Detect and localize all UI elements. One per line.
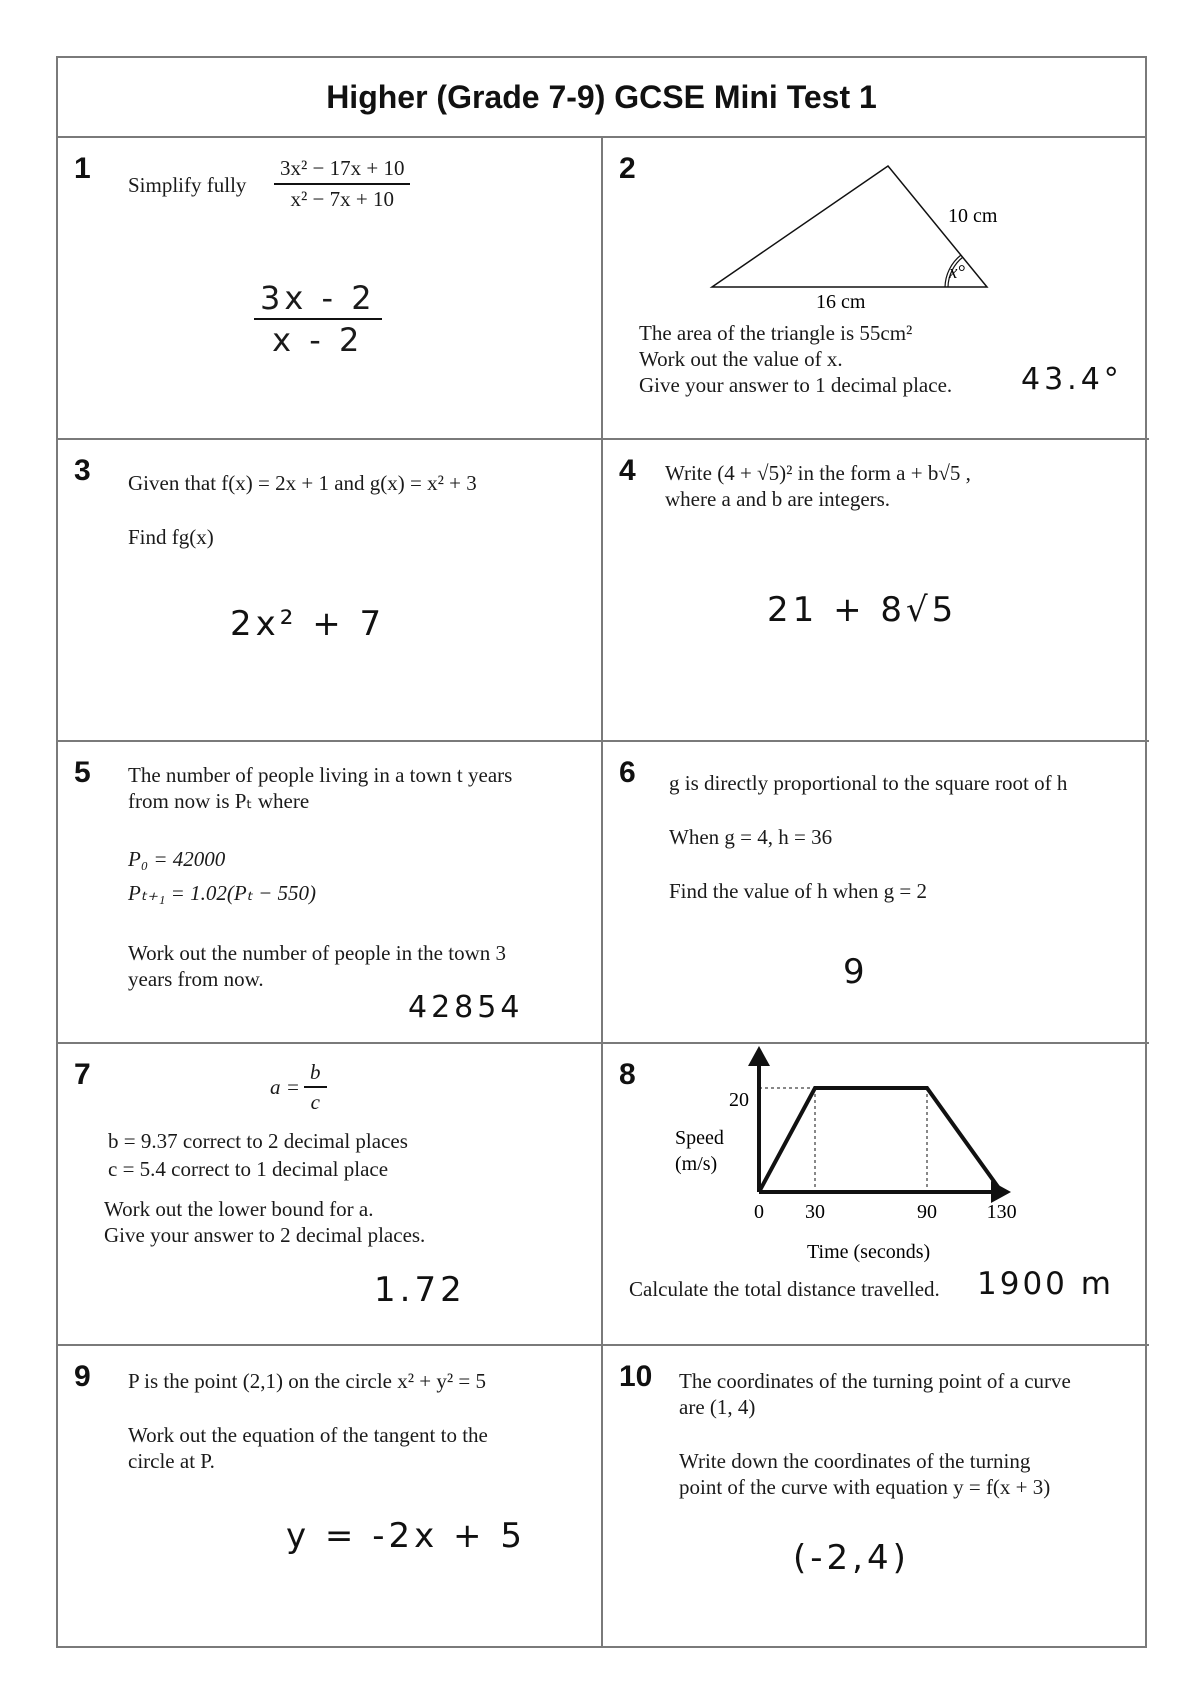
question-7-cell bbox=[58, 1044, 603, 1346]
fraction-denominator: x² − 7x + 10 bbox=[290, 187, 394, 211]
question-number: 6 bbox=[619, 756, 636, 789]
x-tick-label: 0 bbox=[754, 1201, 764, 1223]
x-tick-label: 90 bbox=[917, 1201, 937, 1223]
question-number: 8 bbox=[619, 1058, 636, 1091]
question-3-cell bbox=[58, 440, 603, 742]
question-line: P₀ = 42000 bbox=[128, 847, 226, 871]
question-line: years from now. bbox=[128, 967, 264, 991]
y-axis-arrow bbox=[748, 1046, 770, 1066]
y-axis-label-line1: Speed bbox=[675, 1127, 724, 1149]
chart-guides bbox=[759, 1088, 927, 1192]
question-number: 3 bbox=[74, 454, 91, 487]
question-number: 4 bbox=[619, 454, 636, 487]
speed-series-line bbox=[759, 1088, 1002, 1192]
question-line: Pₜ₊₁ = 1.02(Pₜ − 550) bbox=[128, 881, 317, 905]
question-number: 1 bbox=[74, 152, 91, 185]
question-9-cell bbox=[58, 1346, 603, 1646]
question-prompt: Calculate the total distance travelled. bbox=[629, 1277, 940, 1301]
answer-fraction bbox=[254, 280, 382, 358]
question-line: Find fg(x) bbox=[128, 525, 214, 549]
answer-denominator: x - 2 bbox=[272, 321, 364, 359]
question-line: Work out the lower bound for a. bbox=[104, 1197, 374, 1221]
question-number: 9 bbox=[74, 1360, 91, 1393]
question-prompt: Simplify fully bbox=[128, 173, 247, 197]
question-5-cell bbox=[58, 742, 603, 1044]
question-line: circle at P. bbox=[128, 1449, 215, 1473]
answer-text: 1.72 bbox=[374, 1270, 466, 1310]
answer-text: 1900 m bbox=[977, 1266, 1114, 1302]
question-line: where a and b are integers. bbox=[665, 487, 891, 511]
question-line: Work out the value of x. bbox=[639, 347, 843, 371]
answer-text: y = -2x + 5 bbox=[286, 1516, 526, 1556]
question-line: from now is Pₜ where bbox=[128, 789, 310, 813]
y-tick-label: 20 bbox=[729, 1089, 749, 1111]
y-axis-label-line2: (m/s) bbox=[675, 1153, 718, 1175]
question-line: The number of people living in a town t years bbox=[128, 763, 513, 787]
x-tick-label: 130 bbox=[986, 1201, 1017, 1223]
question-number: 7 bbox=[74, 1058, 91, 1091]
question-line: P is the point (2,1) on the circle x² + y² = 5 bbox=[128, 1369, 487, 1393]
page-title: Higher (Grade 7-9) GCSE Mini Test 1 bbox=[326, 78, 877, 115]
question-line: Find the value of h when g = 2 bbox=[669, 879, 927, 903]
answer-text: 9 bbox=[843, 952, 869, 992]
formula-fraction bbox=[304, 1060, 327, 1114]
question-line: Write down the coordinates of the turning bbox=[679, 1449, 1031, 1473]
question-line: Give your answer to 1 decimal place. bbox=[639, 373, 953, 397]
question-4-cell bbox=[603, 440, 1149, 742]
question-line: Work out the equation of the tangent to the bbox=[128, 1423, 488, 1447]
question-line: The area of the triangle is 55cm² bbox=[639, 321, 913, 345]
question-line: b = 9.37 correct to 2 decimal places bbox=[108, 1129, 408, 1153]
question-line: g is directly proportional to the square root of h bbox=[669, 771, 1068, 795]
answer-text: 21 + 8√5 bbox=[767, 590, 958, 630]
question-6-cell bbox=[603, 742, 1149, 1044]
question-line: Given that f(x) = 2x + 1 and g(x) = x² + 3 bbox=[128, 471, 477, 495]
side-label-16cm: 16 cm bbox=[816, 291, 866, 313]
x-tick-label: 30 bbox=[805, 1201, 825, 1223]
formula-numerator: b bbox=[304, 1060, 327, 1088]
expression-fraction bbox=[274, 156, 410, 212]
fraction-numerator: 3x² − 17x + 10 bbox=[274, 156, 410, 185]
question-line: Write (4 + √5)² in the form a + b√5 , bbox=[665, 461, 971, 485]
question-line: are (1, 4) bbox=[679, 1395, 756, 1419]
question-line: The coordinates of the turning point of a curve bbox=[679, 1369, 1071, 1393]
question-10-cell bbox=[603, 1346, 1149, 1646]
question-line: point of the curve with equation y = f(x + 3) bbox=[679, 1475, 1051, 1499]
answer-text: 42854 bbox=[408, 990, 524, 1025]
answer-text: 43.4° bbox=[1021, 362, 1123, 397]
speed-time-graph bbox=[603, 1044, 1149, 1284]
question-line: c = 5.4 correct to 1 decimal place bbox=[108, 1157, 389, 1181]
question-2-cell bbox=[603, 138, 1149, 440]
question-8-cell bbox=[603, 1044, 1149, 1346]
answer-text: (-2,4) bbox=[793, 1538, 910, 1578]
question-line: Give your answer to 2 decimal places. bbox=[104, 1223, 426, 1247]
question-line: Work out the number of people in the town 3 bbox=[128, 941, 506, 965]
answer-numerator: 3x - 2 bbox=[254, 280, 382, 320]
test-sheet bbox=[56, 56, 1147, 1648]
angle-label: x° bbox=[949, 262, 966, 283]
triangle-diagram bbox=[603, 138, 1149, 313]
formula-lhs: a = bbox=[270, 1075, 300, 1099]
question-number: 10 bbox=[619, 1360, 653, 1393]
x-axis-label: Time (seconds) bbox=[807, 1241, 931, 1263]
triangle bbox=[712, 166, 987, 287]
title-row bbox=[58, 58, 1145, 138]
question-number: 2 bbox=[619, 152, 636, 185]
side-label-10cm: 10 cm bbox=[948, 205, 998, 227]
question-1-cell bbox=[58, 138, 603, 440]
question-line: When g = 4, h = 36 bbox=[669, 825, 833, 849]
question-number: 5 bbox=[74, 756, 91, 789]
formula-denominator: c bbox=[310, 1090, 320, 1114]
answer-text: 2x² + 7 bbox=[230, 604, 386, 644]
